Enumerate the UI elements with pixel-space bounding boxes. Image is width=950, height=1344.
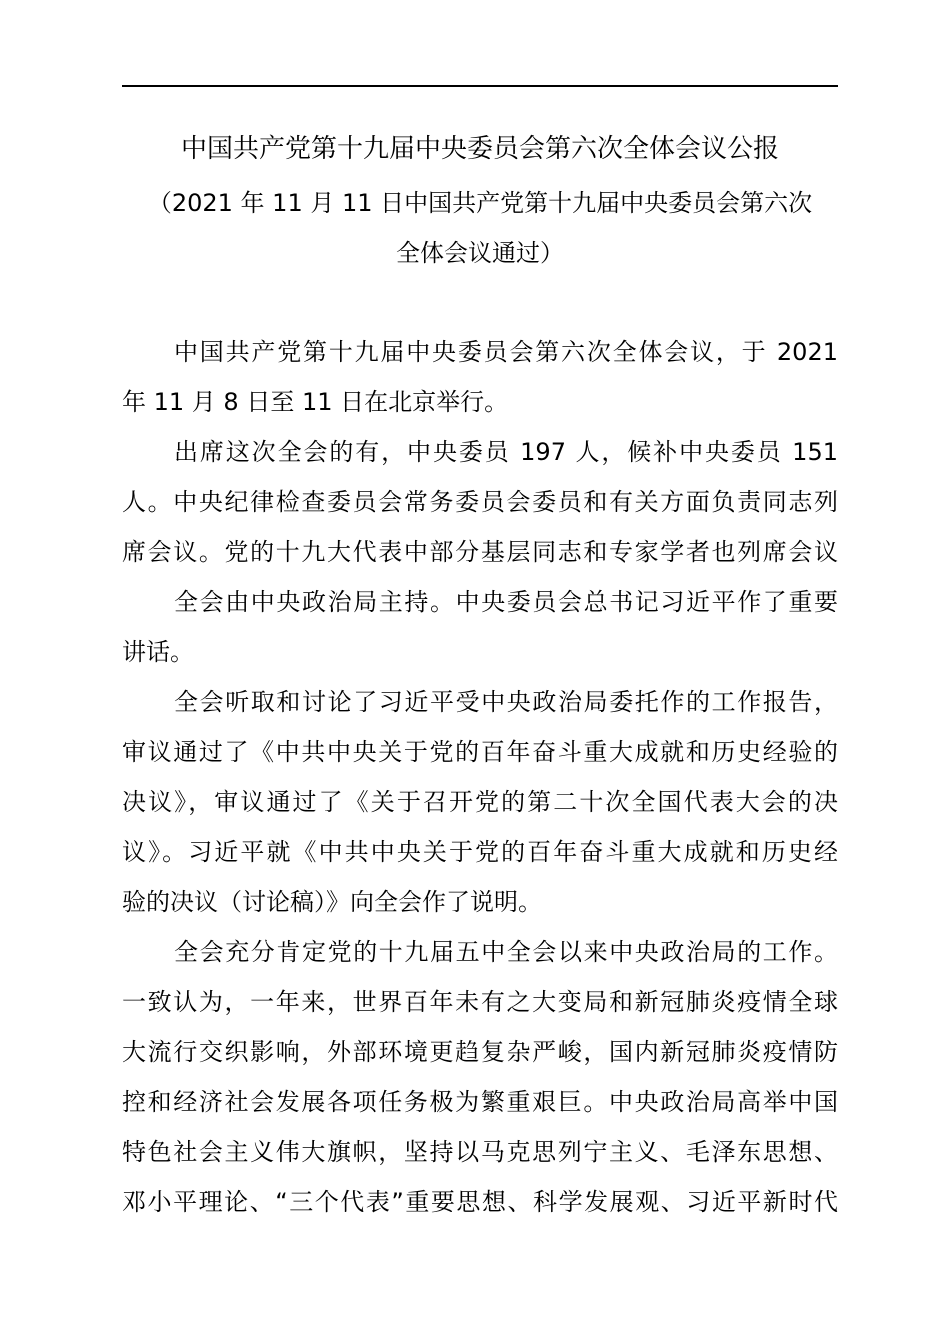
paragraph-line: 控和经济社会发展各项任务极为繁重艰巨。中央政治局高举中国 bbox=[122, 1088, 838, 1116]
document-subtitle bbox=[122, 178, 838, 278]
paragraph-line: 全会充分肯定党的十九届五中全会以来中央政治局的工作。 bbox=[174, 938, 838, 966]
paragraph-line: 验的决议（讨论稿）》向全会作了说明。 bbox=[122, 888, 542, 916]
paragraph-line: 全会由中央政治局主持。中央委员会总书记习近平作了重要 bbox=[174, 588, 838, 616]
paragraph-line: 议》。习近平就《中共中央关于党的百年奋斗重大成就和历史经 bbox=[122, 838, 838, 866]
paragraph-line: 席会议。党的十九大代表中部分基层同志和专家学者也列席会议 bbox=[122, 538, 838, 566]
document-body bbox=[122, 327, 838, 1227]
paragraph-line: 讲话。 bbox=[122, 638, 194, 666]
document-title: 中国共产党第十九届中央委员会第六次全体会议公报 bbox=[180, 134, 779, 164]
paragraph-line: 人。中央纪律检查委员会常务委员会委员和有关方面负责同志列 bbox=[122, 488, 838, 516]
paragraph-line: 中国共产党第十九届中央委员会第六次全体会议，于 2021 bbox=[174, 338, 838, 366]
header-rule bbox=[122, 85, 838, 87]
paragraph-line: 审议通过了《中共中央关于党的百年奋斗重大成就和历史经验的 bbox=[122, 738, 838, 766]
subtitle-line: （2021 年 11 月 11 日中国共产党第十九届中央委员会第六次 bbox=[147, 189, 813, 217]
paragraph-line: 全会听取和讨论了习近平受中央政治局委托作的工作报告， bbox=[174, 688, 838, 716]
subtitle-line: 全体会议通过） bbox=[396, 239, 564, 267]
paragraph-line: 年 11 月 8 日至 11 日在北京举行。 bbox=[122, 388, 509, 416]
paragraph-line: 大流行交织影响，外部环境更趋复杂严峻，国内新冠肺炎疫情防 bbox=[122, 1038, 838, 1066]
paragraph-line: 出席这次全会的有，中央委员 197 人，候补中央委员 151 bbox=[174, 438, 838, 466]
paragraph-line: 决议》，审议通过了《关于召开党的第二十次全国代表大会的决 bbox=[122, 788, 838, 816]
paragraph-line: 特色社会主义伟大旗帜，坚持以马克思列宁主义、毛泽东思想、 bbox=[122, 1138, 838, 1166]
paragraph-line: 一致认为，一年来，世界百年未有之大变局和新冠肺炎疫情全球 bbox=[122, 988, 838, 1016]
paragraph-line: 邓小平理论、“三个代表”重要思想、科学发展观、习近平新时代 bbox=[122, 1188, 838, 1216]
